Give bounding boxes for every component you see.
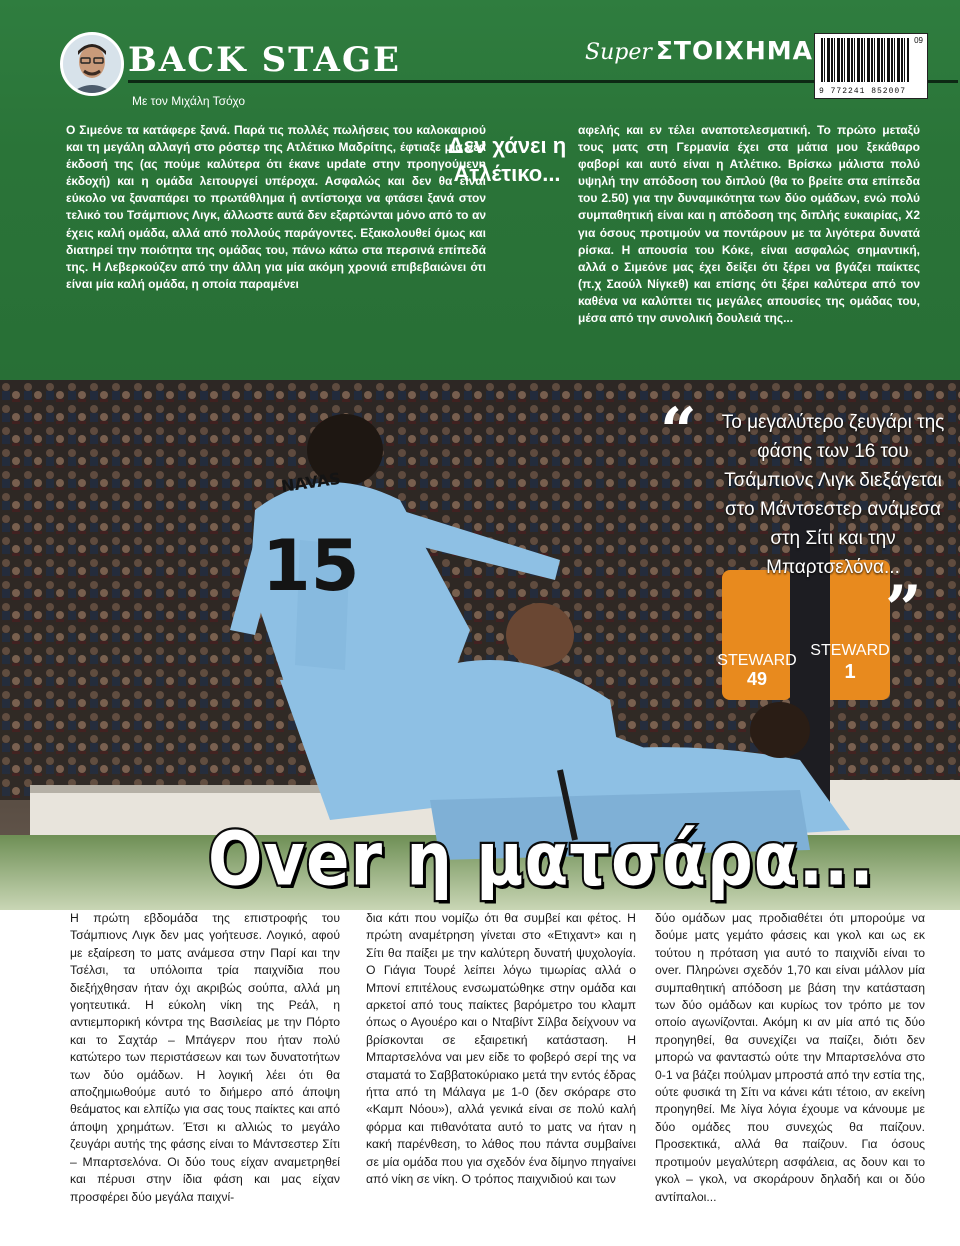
- article-column-2: [366, 910, 636, 1189]
- quote-open-icon: “: [660, 394, 697, 469]
- intro-headline: Δεν χάνει η Ατλέτικο...: [447, 133, 567, 186]
- steward-label-right: STEWARD: [810, 642, 890, 659]
- barcode-issue: 09: [914, 36, 923, 45]
- article-column-3: [655, 910, 925, 1206]
- brand-main: ΣΤΟΙΧΗΜΑ: [655, 36, 813, 65]
- brand-super: Super: [585, 40, 652, 65]
- pull-quote-text: Το μεγαλύτερο ζευγάρι της φάσης των 16 του Τσάμπιονς Λιγκ διεξάγεται στο Μάντσεστερ ανάμεσα στη Σίτι και την Μπαρτσελόνα...: [721, 412, 945, 578]
- article-title: Over η ματσάρα...: [208, 818, 875, 904]
- author-portrait-icon: [63, 35, 121, 93]
- barcode-icon: [821, 38, 909, 82]
- article-col1-text: Η πρώτη εβδομάδα της επιστροφής του Τσάμπιονς Λιγκ δεν μας γοήτευσε. Λογικό, αφού με εξαίρεση το ματς ανάμεσα στην Παρί και την Τσέλσι, τα υπόλοιπα τρία παιχνίδια που διεξήχθησαν ήταν όχι ακριβώς σούπα, αλλά μη γοητευτικά. Η εύκολη νίκη της Ρεάλ, η αντιεμπορική κόντρα της Βασιλείας με την Πόρτο και το Σαχτάρ – Μπάγερν που ήταν πολύ κατώτερο των περιστάσεων και των δυνατοτήτων των δύο ομάδων. Η λογική λέει ότι θα αποζημιωθούμε αυτό το διήμερο από άποψη θεάματος και ελπίζω για σας τους παίκτες και από άποψη χρημάτων. Έτσι κι αλλιώς το μεγάλο ζευγάρι αυτής της φάσης είναι το Μάντσεστερ Σίτι – Μπαρτσελόνα. Οι δύο τους είχαν αναμετρηθεί και πέρυσι στην ίδια φάση και μας είχαν προσφέρει δύο μεγάλα παιχνί-: [70, 911, 340, 1204]
- article-column-1: [70, 910, 340, 1206]
- author-avatar: [60, 32, 124, 96]
- intro-left-text: Ο Σιμεόνε τα κατάφερε ξανά. Παρά τις πολλές πωλήσεις του καλοκαιριού και τη μεγάλη αλλαγή στο ρόστερ της Ατλέτικο Μαδρίτης, έφτιαξε μία νέα έκδοσή της (ας πούμε καλύτερα ότι έκανε update στην προηγούμενη έκδοχή) και η ομάδα λειτουργεί υπέροχα. Ασφαλώς και δεν θα είναι εύκολο να ξαναπάρει το πρωτάθλημα ή αντίστοιχα να φτάσει ξανά στον τελικό του Τσάμπιονς Λιγκ, άλλωστε αυτά δεν εξαρτώνται μόνο από το αν έχεις καλή ομάδα, αλλά από πολλούς παράγοντες. Εξακολουθεί όμως και διατηρεί την ποιότητα της ομάδας του, πάνω κάτω στα περσινά επίπεδά της. Η Λεβερκούζεν από την άλλη για μία ακόμη χρονιά επιβεβαιώνει ότι είναι μία καλή ομάδα, η οποία παραμένει: [66, 123, 486, 291]
- intro-left-column: [66, 122, 486, 293]
- steward-label-left: STEWARD: [717, 652, 797, 669]
- column-title: BACK STAGE: [128, 40, 401, 80]
- byline: Με τον Μιχάλη Τσόχο: [132, 94, 246, 108]
- steward-number-left: 49: [746, 669, 768, 689]
- intro-right-text: αφελής και εν τέλει αναποτελεσματική. Το πρώτο μεταξύ τους ματς στη Γερμανία έχει στα μάτια μου ξεκάθαρο φαβορί και αυτό είναι η Ατλέτικο. Βρίσκω μάλιστα πολύ υψηλή την απόδοση του διπλού (θα το βρείτε στα επίπεδα του 2.50) για την δυναμικότητα των δύο ομάδων, ενώ πολύ συμπαθητική είναι και η απόδοση της διπλής ευκαιρίας, Χ2 για όσους προτιμούν να ποντάρουν με τα λιγότερα δυνατά ρίσκα. Η απουσία του Κόκε, είναι ασφαλώς σημαντική, αλλά ο Σιμεόνε μας έχει δείξει ότι ξέρει να βγάζει παίκτες (π.χ Σαούλ Νίγκεθ) και επίσης ότι ξέρει καλύτερα από τον καθένα να καλύπτει τις μεγάλες απουσίες της ομάδας του, μέσα από την συνολική δουλειά της...: [578, 123, 920, 326]
- article-col2-text: δια κάτι που νομίζω ότι θα συμβεί και φέτος. Η πρώτη αναμέτρηση γίνεται στο «Ετιχαντ» και η Σίτι θα παίξει με την καλύτερη δυνατή ψυχολογία. Ο Γιάγια Τουρέ λείπει λόγω τιμωρίας αλλά ο Μπονί επιτέλους ενσωματώθηκε στην ομάδα και αρκετοί από τους παίκτες βαρόμετρο του κλαμπ όπως ο Αγουέρο και ο Νταβίντ Σίλβα δείχνουν να βρίσκονται σε εξαιρετική κατάσταση. Η Μπαρτσελόνα ναι μεν είδε το φοβερό σερί της να σταματά το Σαββατοκύριακο μετά την εντός έδρας ήττα από τη Μάλαγα με 1-0 (δεν σκόραρε στο «Καμπ Νόου»), αλλά γενικά είναι σε πολύ καλή φόρμα και πιθανότατα αυτό το ματς να ήταν η κακή παρένθεση, το λάθος που πάντα συμβαίνει σε μία ομάδα που για σχεδόν ένα δίμηνο πηγαίνει από νίκη σε νίκη. Ο τρόπος παιχνιδιού και των: [366, 911, 636, 1187]
- jersey-number: 15: [262, 525, 360, 607]
- barcode: [814, 33, 928, 99]
- intro-right-column: [578, 122, 920, 327]
- brand-logo: [585, 36, 813, 65]
- barcode-number: 9 772241 852007: [819, 87, 907, 96]
- article-col3-text: δύο ομάδων μας προδιαθέτει ότι μπορούμε να δούμε ματς γεμάτο φάσεις και γκολ και ως εκ τούτου η πρόταση για αυτό το παιχνίδι είναι το over. Πληρώνει σχεδόν 1,70 και είναι μάλλον μία συμπαθητική απόδοση με βάση την κατάσταση των δύο ομάδων και κυρίως τον τρόπο με τον οποίο αγωνίζονται. Ακόμη κι αν μία από τις δύο προηγηθεί, θα συνεχίζει να παίζει, διότι δεν μπορώ να φανταστώ ούτε την Μπαρτσελόνα στο 0-1 να βάζει πούλμαν μπροστά από την εστία της, ούτε φυσικά τη Σίτι να κάνει κάτι τέτοιο, αν εκείνη προηγηθεί. Με λίγα λόγια έχουμε να κάνουμε με δύο ομάδες που συνεχώς θα παίζουν. Προσεκτικά, αλλά θα παίζουν. Για όσους προτιμούν μεγαλύτερη ασφάλεια, ας δουν και το γκολ – γκολ, να σκοράρουν δηλαδή και οι δύο αντίπαλοι...: [655, 911, 925, 1204]
- steward-number-right: 1: [844, 661, 856, 683]
- quote-close-icon: ”: [885, 572, 922, 647]
- jersey-name: NAVAS: [279, 468, 342, 496]
